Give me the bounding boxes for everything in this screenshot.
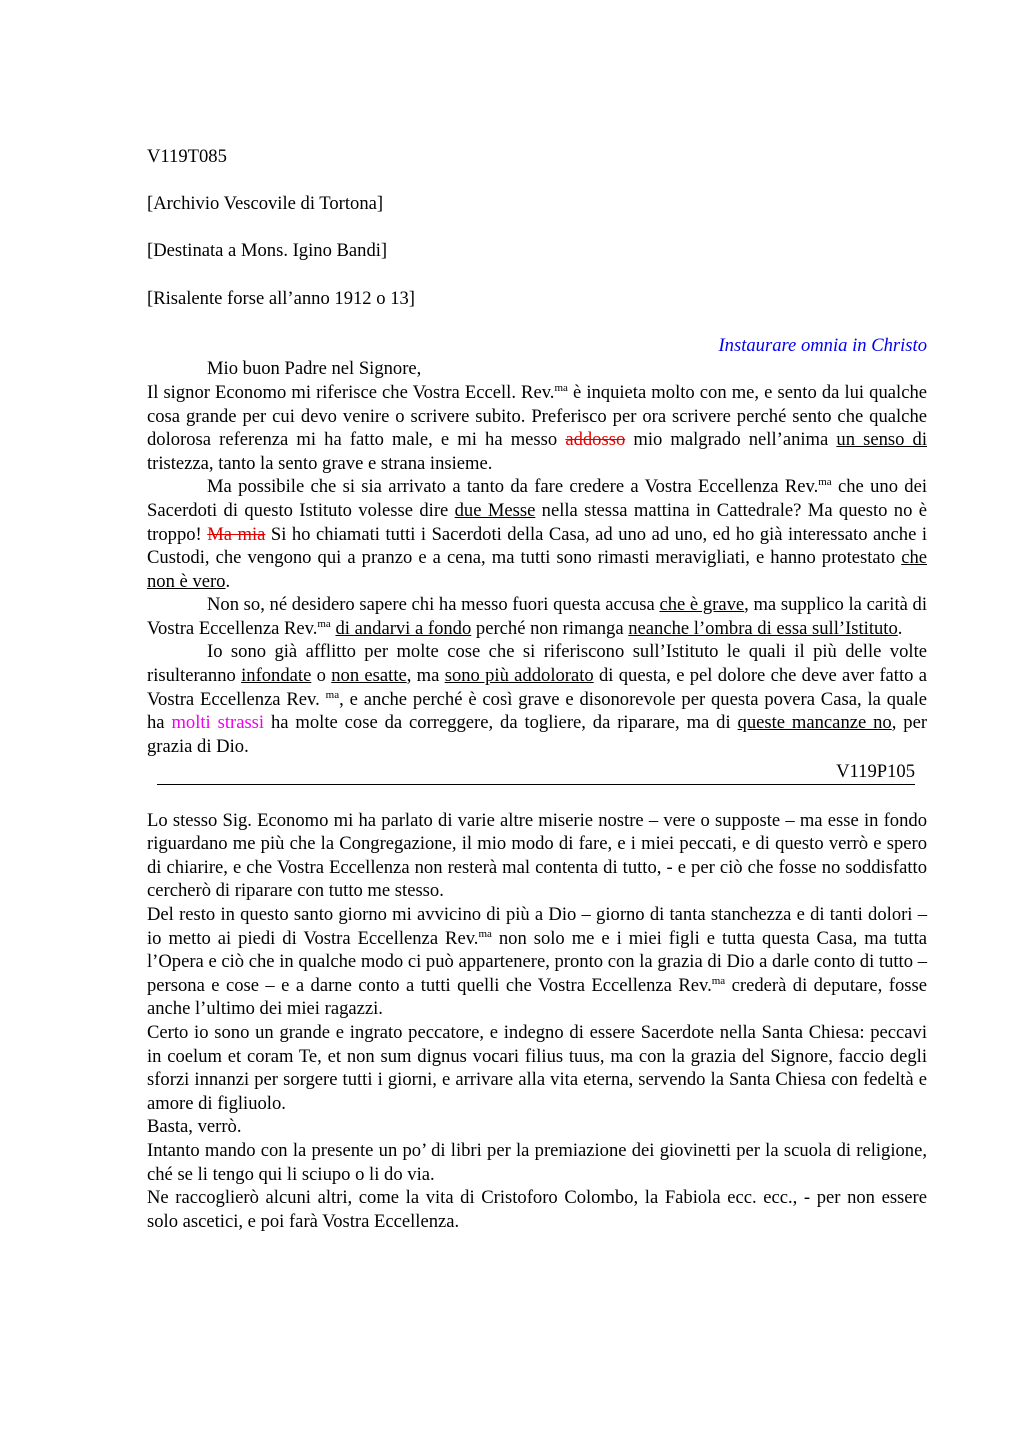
paragraph-1 <box>147 381 927 475</box>
underlined-text: non esatte <box>331 665 407 687</box>
superscript: ma <box>818 476 832 489</box>
document-code: V119T085 <box>147 146 227 167</box>
text: che uno dei Sacerdoti di questo Istituto volesse dire <box>147 476 927 521</box>
text: è inquieta molto con me, e sento da lui qualche cosa grande per cui devo venire o scrivere subito. Preferisco per ora scrivere perché sento che qualche dolorosa referenza mi ha fatto male, e mi ha messo <box>147 381 927 451</box>
superscript: ma <box>478 927 492 940</box>
page-marker: V119P105 <box>157 760 915 785</box>
underlined-text: due Messe <box>454 499 536 521</box>
spacer <box>147 785 927 809</box>
motto: Instaurare omnia in Christo <box>718 334 927 356</box>
text: mio malgrado nell’anima <box>625 429 837 451</box>
text: nella stessa mattina in Cattedrale? Ma questo no è troppo! <box>147 499 927 545</box>
superscript: ma <box>317 617 331 630</box>
text: , ma <box>406 665 445 687</box>
superscript: ma <box>711 974 726 987</box>
text: Del resto in questo santo giorno mi avvicino di più a Dio – giorno di tanta stanchezza e di tanti dolori – io metto ai piedi di Vostra Eccellenza Rev. <box>147 904 927 949</box>
paragraph-3 <box>147 593 927 640</box>
text: di questa, e pel dolore che deve aver fatto a Vostra Eccellenza Rev. <box>147 665 927 710</box>
paragraph-2 <box>147 475 927 593</box>
paragraph-7: Certo io sono un grande e ingrato peccatore, e indegno di essere Sacerdote nella Santa Chiesa: peccavi in coelum et coram Te, et non sum dignus vocari filius tuus, ma con la grazia del Signore, faccio degli sforzi innanzi per sorgere tutti i giorni, e arrivare alla vita eterna, servendo la Santa Chiesa con fedeltà e amore di figliuolo. <box>147 1021 927 1114</box>
text: ha molte cose da correggere, da togliere, da riparare, ma di <box>264 712 738 734</box>
paragraph-9: Intanto mando con la presente un po’ di libri per la premiazione dei giovinetti per la scuola di religione, ché se li tengo qui li sciupo o li do via. <box>147 1139 927 1185</box>
underlined-text: queste mancanze no <box>737 712 892 734</box>
deleted-text: addosso <box>565 429 626 451</box>
text: tristezza, tanto la sento grave e strana insieme. <box>147 452 493 474</box>
paragraph-5: Lo stesso Sig. Economo mi ha parlato di varie altre miserie nostre – vere o supposte – ma esse in fondo riguardano me più che la Congregazione, il mio modo di fare, e i miei peccati, e di questo verrò e spero di chiarire, e che Vostra Eccellenza non resterà mal contenta di tutto, - e per ciò che fosse no soddisfatto cercherò di riparare con tutto me stesso. <box>147 809 927 902</box>
date-note: [Risalente forse all’anno 1912 o 13] <box>147 287 415 309</box>
text: . <box>897 617 903 639</box>
underlined-text: infondate <box>241 665 312 687</box>
underlined-text: che è grave <box>659 594 745 616</box>
text: perché non rimanga <box>471 617 629 639</box>
paragraph-6 <box>147 903 927 1021</box>
text: Si ho chiamati tutti i Sacerdoti della Casa, ad uno ad uno, ed ho già interessato anche i Custodi, che vengono qui a pranzo e a cena, ma tutti sono rimasti meravigliati, e hanno protestato <box>147 523 927 569</box>
paragraph-8: Basta, verrò. <box>147 1116 242 1138</box>
archive-note: [Archivio Vescovile di Tortona] <box>147 193 384 215</box>
underlined-text: un senso di <box>836 429 928 451</box>
paragraph-10: Ne raccoglierò alcuni altri, come la vita di Cristoforo Colombo, la Fabiola ecc. ecc., - per non essere solo ascetici, e poi farà Vostra Eccellenza. <box>147 1187 927 1232</box>
text: o <box>311 665 332 687</box>
text: crederà di deputare, fosse anche l’ultimo dei miei ragazzi. <box>147 974 927 1020</box>
superscript: ma <box>554 381 568 394</box>
deleted-text: Ma mia <box>207 523 266 545</box>
superscript: ma <box>325 688 340 701</box>
text: . <box>225 570 231 592</box>
text: non solo me e i miei figli e tutta questa Casa, ma tutta l’Opera e ciò che in qualche modo ci può appartenere, pronto con la grazia di Dio a darle conto di tutto – persona e cose – e a darne conto a tutti quelli che Vostra Eccellenza Rev. <box>147 927 927 996</box>
underlined-text: di andarvi a fondo <box>335 617 472 639</box>
letter-document <box>147 145 927 1233</box>
text: , e anche perché è così grave e disonorevole per questa povera Casa, la quale ha <box>147 688 927 734</box>
recipient-note: [Destinata a Mons. Igino Bandi] <box>147 240 388 262</box>
underlined-text: che non è vero <box>147 547 927 592</box>
underlined-text: neanche l’ombra di essa sull’Istituto <box>628 617 898 639</box>
text: Io sono già afflitto per molte cose che si riferiscono sull’Istituto le quali il più delle volte risulteranno <box>147 641 927 687</box>
underlined-text: sono più addolorato <box>444 665 594 687</box>
text: , per grazia di Dio. <box>147 712 928 757</box>
text: , ma supplico la carità di Vostra Eccellenza Rev. <box>147 594 928 639</box>
text: Non so, né desidero sapere chi ha messo fuori questa accusa <box>207 594 660 616</box>
text: Ma possibile che si sia arrivato a tanto da fare credere a Vostra Eccellenza Rev. <box>207 476 819 498</box>
highlighted-text: molti strassi <box>171 712 265 734</box>
text: Il signor Economo mi riferisce che Vostra Eccell. Rev. <box>147 381 555 403</box>
paragraph-4 <box>147 640 927 758</box>
salutation: Mio buon Padre nel Signore, <box>207 358 422 380</box>
